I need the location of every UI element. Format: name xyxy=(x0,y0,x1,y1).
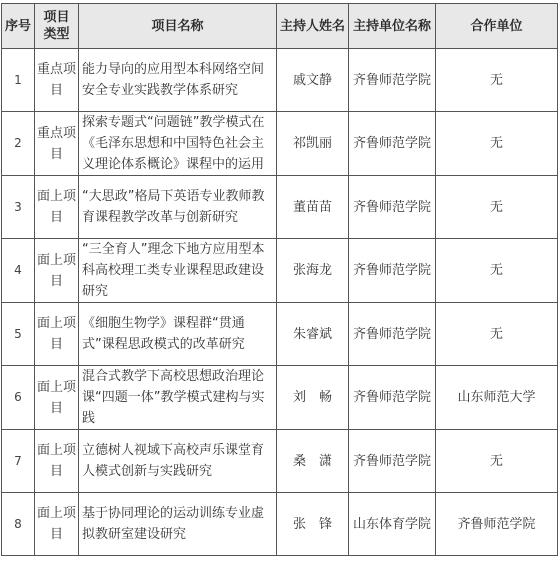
table-header-row xyxy=(2,4,558,49)
header-host-unit: 主持单位名称 xyxy=(349,4,436,49)
row-index: 5 xyxy=(2,303,35,366)
row-host: 张 锋 xyxy=(277,493,349,556)
row-partner: 无 xyxy=(436,303,558,366)
row-project-name: 混合式教学下高校思想政治理论课“四题一体”教学模式建构与实践 xyxy=(79,366,277,430)
row-type: 面上项目 xyxy=(35,493,79,556)
row-host: 戚文静 xyxy=(277,49,349,112)
row-partner: 无 xyxy=(436,176,558,239)
row-host: 张海龙 xyxy=(277,239,349,303)
project-table xyxy=(1,3,558,556)
row-index: 4 xyxy=(2,239,35,303)
row-type: 面上项目 xyxy=(35,239,79,303)
row-host-unit: 齐鲁师范学院 xyxy=(349,176,436,239)
table-row xyxy=(2,303,558,366)
row-type: 面上项目 xyxy=(35,366,79,430)
row-index: 7 xyxy=(2,430,35,493)
header-index: 序号 xyxy=(2,4,35,49)
row-project-name: 立德树人视域下高校声乐课堂育人模式创新与实践研究 xyxy=(79,430,277,493)
row-partner: 无 xyxy=(436,49,558,112)
row-index: 8 xyxy=(2,493,35,556)
row-host-unit: 齐鲁师范学院 xyxy=(349,430,436,493)
row-host-unit: 齐鲁师范学院 xyxy=(349,239,436,303)
row-index: 2 xyxy=(2,112,35,176)
row-host-unit: 齐鲁师范学院 xyxy=(349,366,436,430)
header-type: 项目类型 xyxy=(35,4,79,49)
row-type: 面上项目 xyxy=(35,430,79,493)
row-type: 面上项目 xyxy=(35,176,79,239)
row-index: 3 xyxy=(2,176,35,239)
row-type: 重点项目 xyxy=(35,49,79,112)
table-row xyxy=(2,239,558,303)
header-partner: 合作单位 xyxy=(436,4,558,49)
row-host-unit: 齐鲁师范学院 xyxy=(349,303,436,366)
row-project-name: “大思政”格局下英语专业教师教育课程教学改革与创新研究 xyxy=(79,176,277,239)
row-host: 董苗苗 xyxy=(277,176,349,239)
row-host: 祁凯丽 xyxy=(277,112,349,176)
row-project-name: 探索专题式“问题链”教学模式在《毛泽东思想和中国特色社会主义理论体系概论》课程中的运用 xyxy=(79,112,277,176)
row-project-name: “三全育人”理念下地方应用型本科高校理工类专业课程思政建设研究 xyxy=(79,239,277,303)
row-partner: 无 xyxy=(436,112,558,176)
row-host-unit: 山东体育学院 xyxy=(349,493,436,556)
row-project-name: 基于协同理论的运动训练专业虚拟教研室建设研究 xyxy=(79,493,277,556)
row-index: 1 xyxy=(2,49,35,112)
table-row xyxy=(2,366,558,430)
row-host-unit: 齐鲁师范学院 xyxy=(349,112,436,176)
row-index: 6 xyxy=(2,366,35,430)
table-row xyxy=(2,176,558,239)
row-partner: 山东师范大学 xyxy=(436,366,558,430)
table-row xyxy=(2,112,558,176)
row-type: 面上项目 xyxy=(35,303,79,366)
row-project-name: 能力导向的应用型本科网络空间安全专业实践教学体系研究 xyxy=(79,49,277,112)
table-row xyxy=(2,493,558,556)
row-type: 重点项目 xyxy=(35,112,79,176)
row-partner: 无 xyxy=(436,430,558,493)
row-host: 刘 畅 xyxy=(277,366,349,430)
row-host-unit: 齐鲁师范学院 xyxy=(349,49,436,112)
row-host: 桑 潇 xyxy=(277,430,349,493)
row-partner: 无 xyxy=(436,239,558,303)
row-project-name: 《细胞生物学》课程群“贯通式”课程思政模式的改革研究 xyxy=(79,303,277,366)
row-partner: 齐鲁师范学院 xyxy=(436,493,558,556)
table-row xyxy=(2,49,558,112)
table-row xyxy=(2,430,558,493)
header-name: 项目名称 xyxy=(79,4,277,49)
row-host: 朱睿斌 xyxy=(277,303,349,366)
header-host: 主持人姓名 xyxy=(277,4,349,49)
